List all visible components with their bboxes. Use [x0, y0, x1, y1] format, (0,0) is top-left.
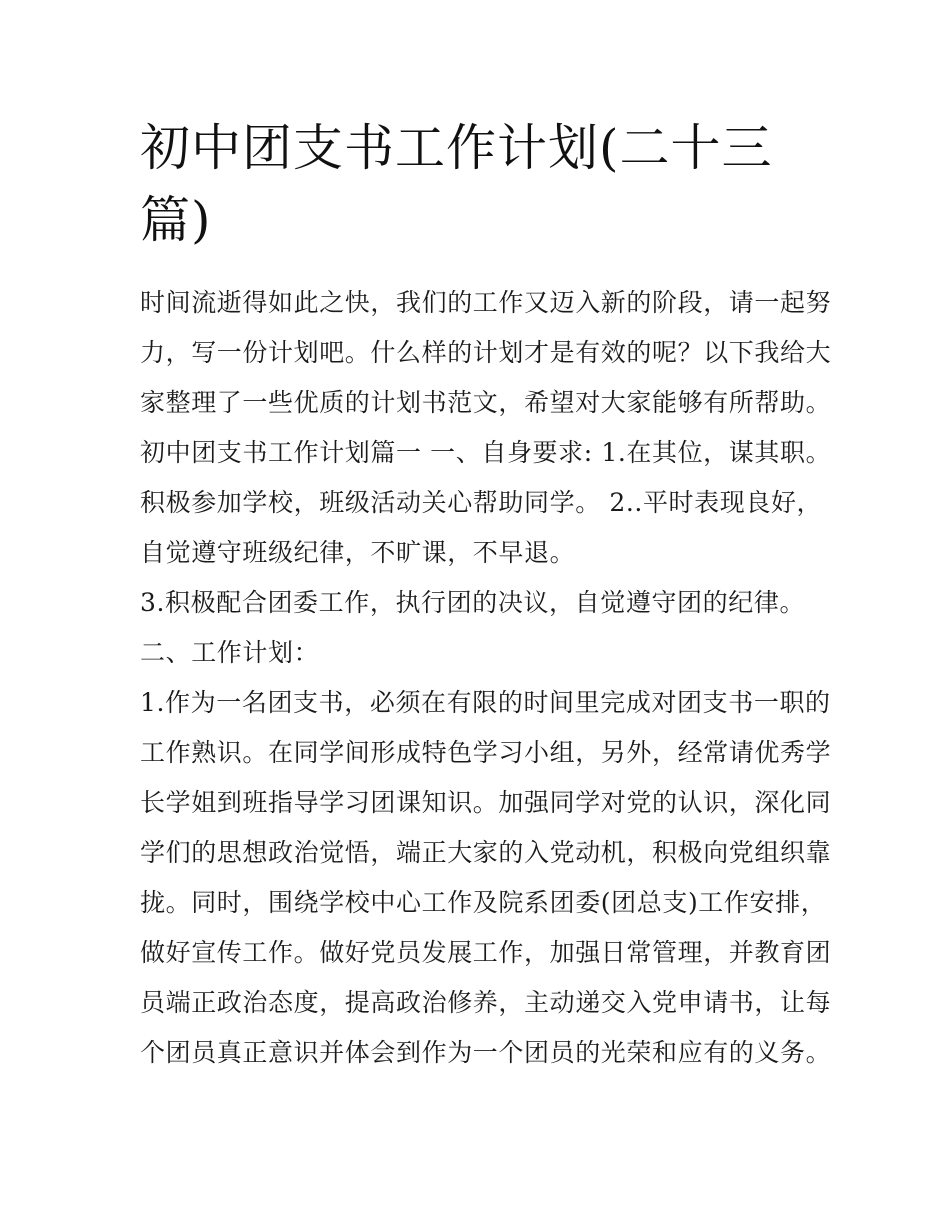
body-line: 拢。同时，围绕学校中心工作及院系团委(团总支)工作安排， [140, 888, 827, 917]
body-line: 做好宣传工作。做好党员发展工作，加强日常管理，并教育团 [140, 938, 832, 967]
body-line: 时间流逝得如此之快，我们的工作又迈入新的阶段，请一起努 [140, 288, 832, 317]
body-line: 个团员真正意识并体会到作为一个团员的光荣和应有的义务。 [140, 1038, 832, 1067]
body-line: 学们的思想政治觉悟，端正大家的入党动机，积极向党组织靠 [140, 838, 832, 867]
body-line: 1.作为一名团支书，必须在有限的时间里完成对团支书一职的 [140, 688, 831, 717]
body-line: 初中团支书工作计划篇一 一、自身要求: 1.在其位，谋其职。 [140, 438, 832, 467]
body-line: 力，写一份计划吧。什么样的计划才是有效的呢？以下我给大 [140, 338, 832, 367]
body-line: 工作熟识。在同学间形成特色学习小组，另外，经常请优秀学 [140, 738, 832, 767]
body-line: 3.积极配合团委工作，执行团的决议，自觉遵守团的纪律。 [140, 588, 806, 617]
body-line: 长学姐到班指导学习团课知识。加强同学对党的认识，深化同 [140, 788, 832, 817]
body-line: 二、工作计划： [140, 638, 320, 667]
body-line: 员端正政治态度，提高政治修养，主动递交入党申请书，让每 [140, 988, 832, 1017]
body-line: 自觉遵守班级纪律，不旷课，不早退。 [140, 538, 576, 567]
body-line: 家整理了一些优质的计划书范文，希望对大家能够有所帮助。 [140, 388, 832, 417]
document-title: 初中团支书工作计划(二十三篇) [140, 119, 773, 249]
body-line: 积极参加学校，班级活动关心帮助同学。 2..平时表现良好， [140, 488, 823, 517]
document-body [140, 278, 832, 1078]
